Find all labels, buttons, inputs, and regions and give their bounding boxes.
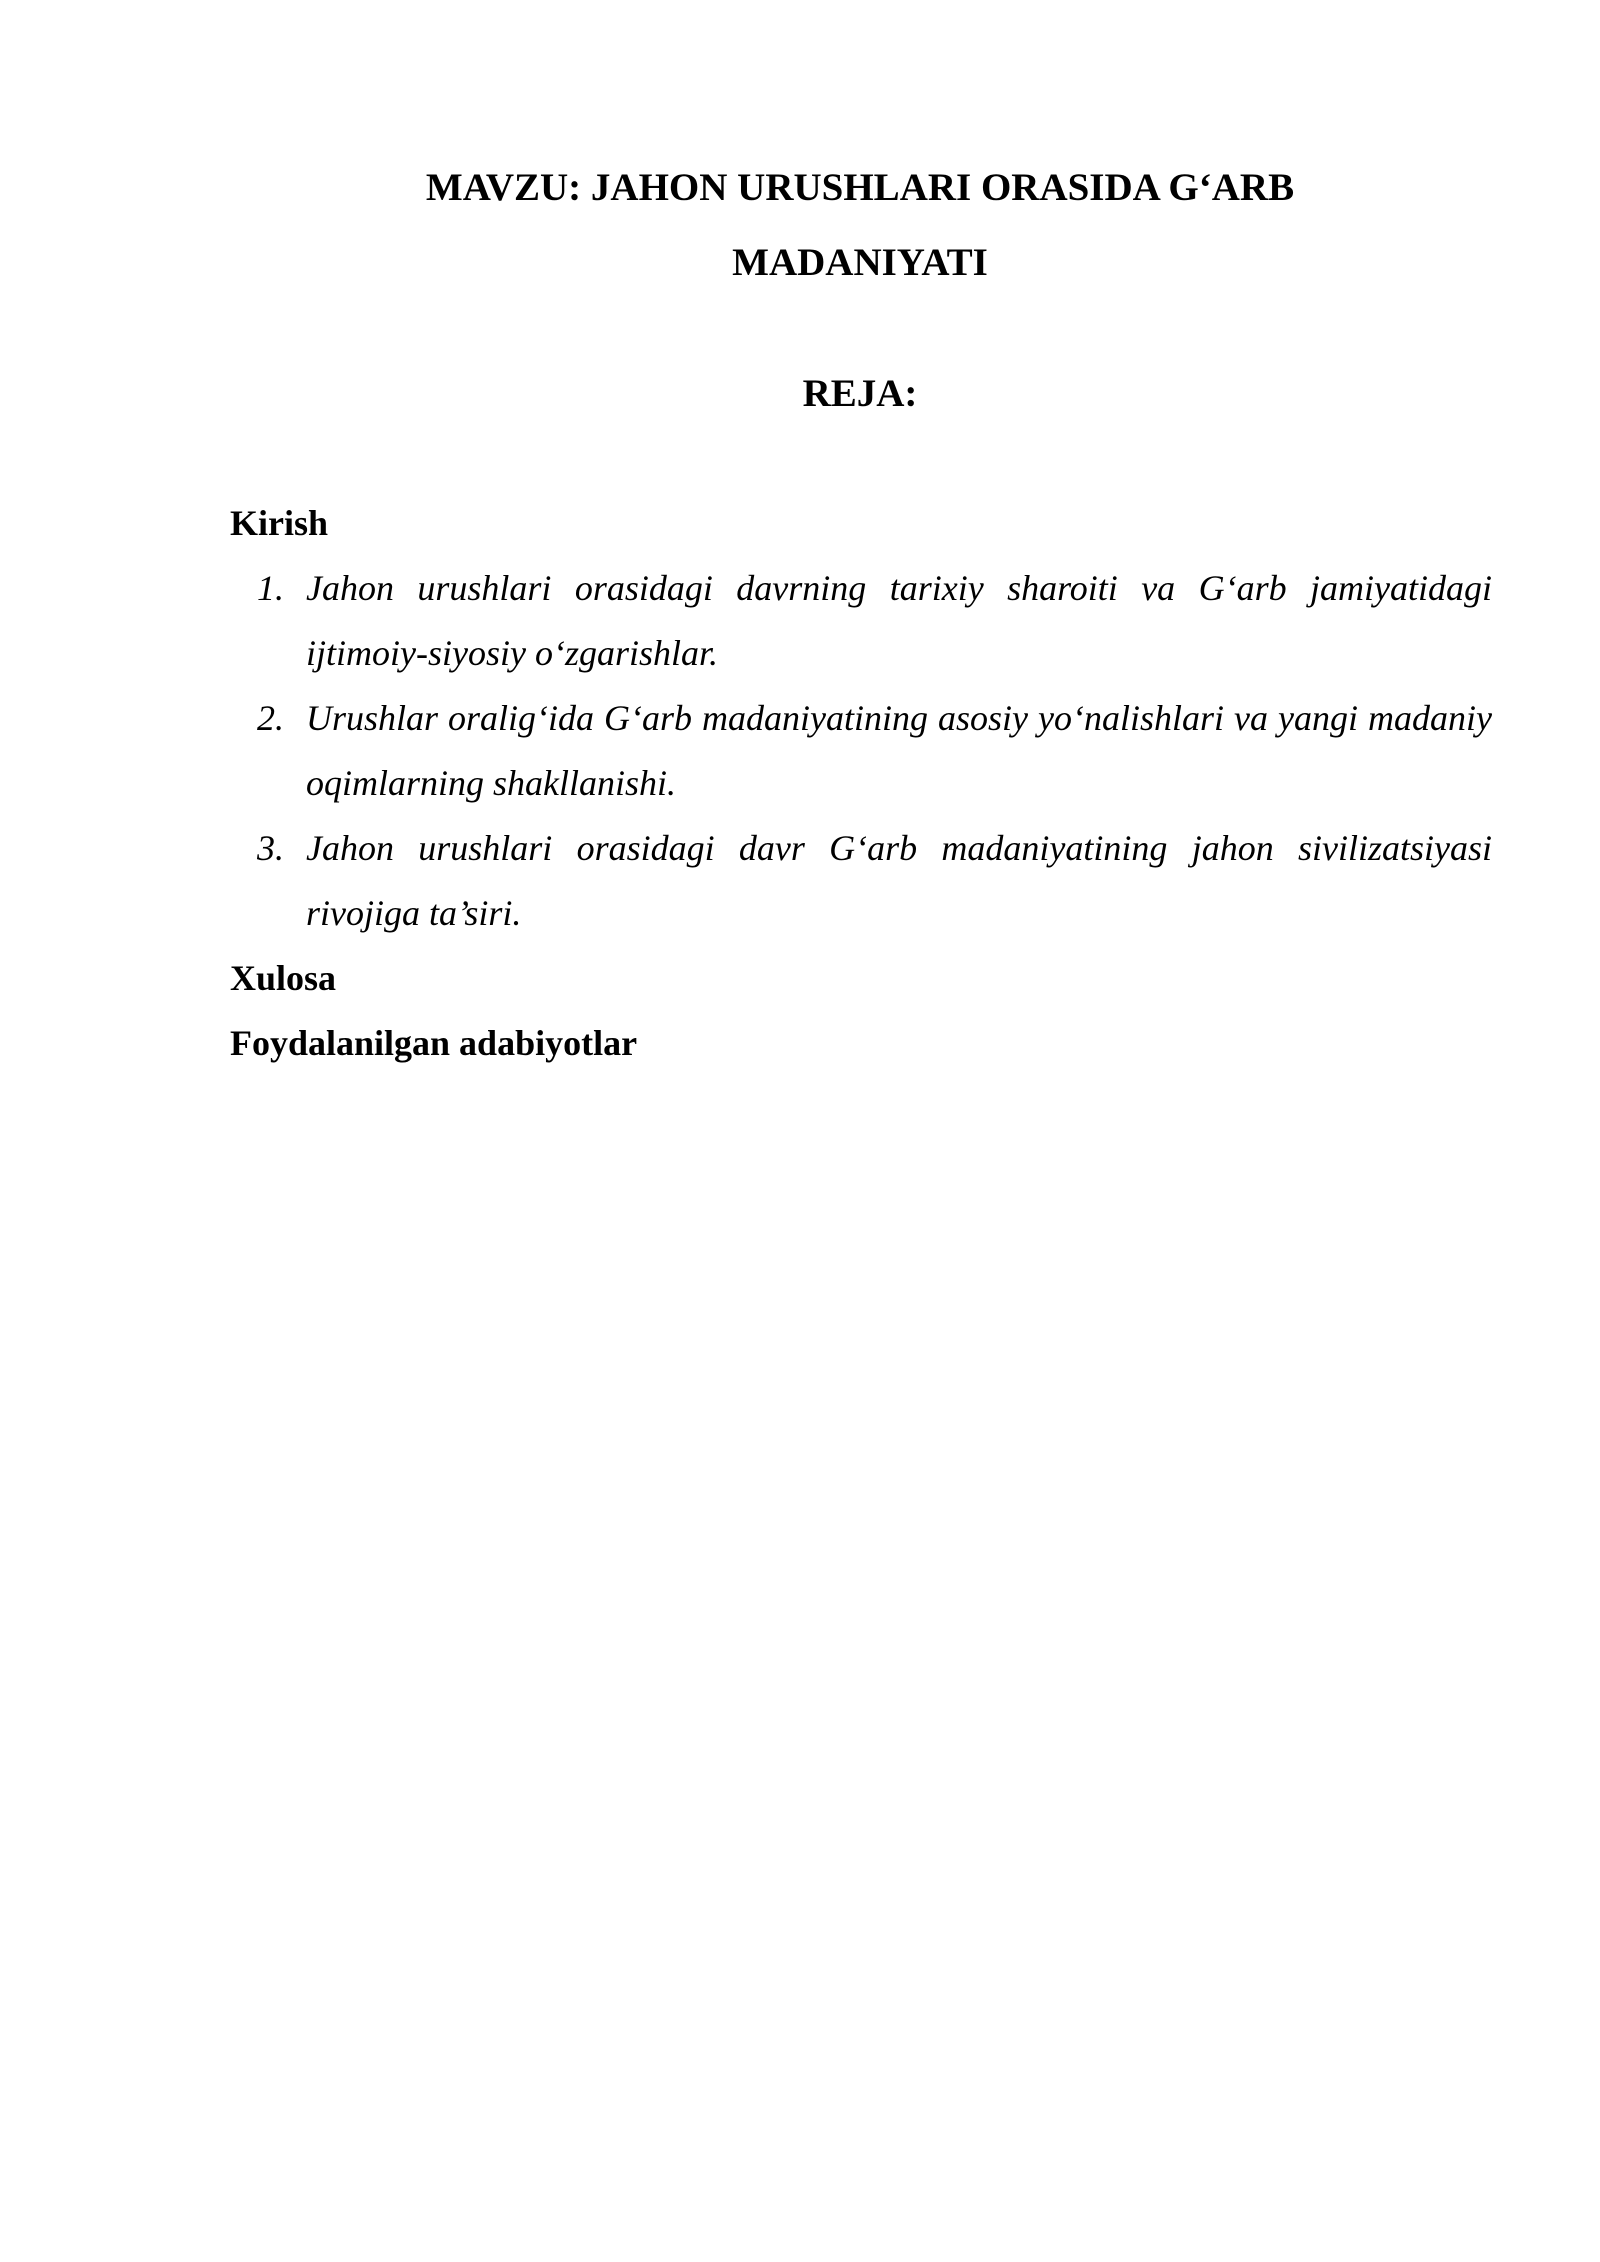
plan-list [230,556,1492,946]
references-label: Foydalanilgan adabiyotlar [230,1023,638,1063]
plan-item-number: 2. [257,698,284,738]
plan-heading: REJA: [802,372,918,415]
plan-content [230,491,1492,1076]
conclusion-label: Xulosa [230,958,337,998]
title-line-1: MAVZU: JAHON URUSHLARI ORASIDA G‘ARB [425,166,1295,209]
plan-item-number: 3. [257,828,284,868]
plan-item-text: Jahon urushlari orasidagi davr G‘arb madaniyatining jahon sivilizatsiyasi rivojiga ta’siri. [306,828,1492,933]
document-title [230,150,1490,300]
intro-label: Kirish [230,503,329,543]
plan-item-number: 1. [257,568,284,608]
plan-item-3 [230,816,1492,946]
plan-item-1 [230,556,1492,686]
plan-item-2 [230,686,1492,816]
plan-item-text: Urushlar oralig‘ida G‘arb madaniyatining asosiy yo‘nalishlari va yangi madaniy oqimlarning shakllanishi. [306,698,1492,803]
plan-item-text: Jahon urushlari orasidagi davrning tarixiy sharoiti va G‘arb jamiyatidagi ijtimoiy-siyosiy o‘zgarishlar. [306,568,1492,673]
title-line-2: MADANIYATI [732,241,988,284]
